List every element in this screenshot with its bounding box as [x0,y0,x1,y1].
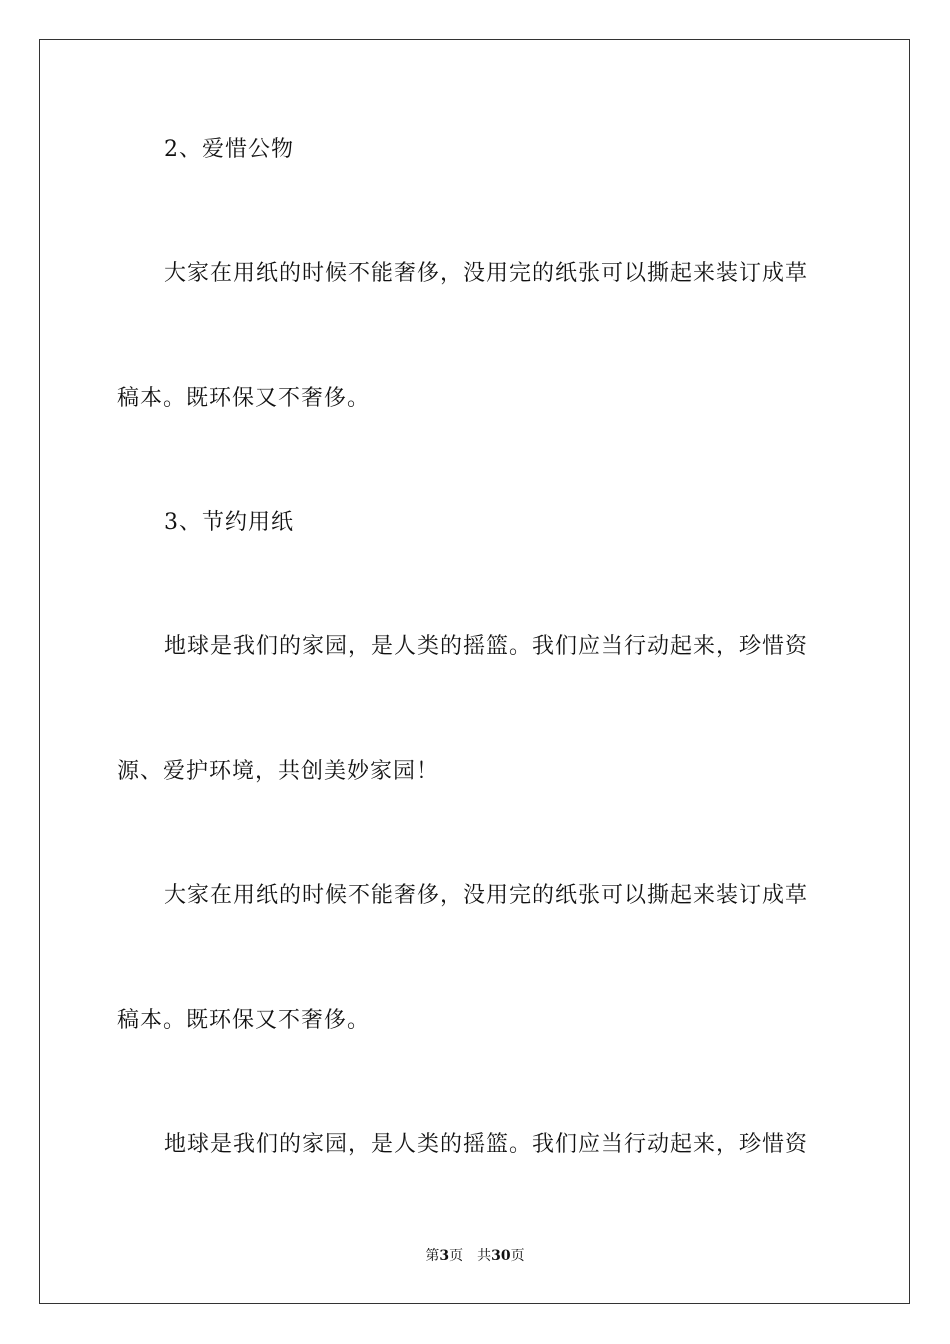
footer-page-prefix: 第 [425,1248,440,1264]
footer-total-suffix: 页 [510,1248,525,1264]
paragraph-line: 大家在用纸的时候不能奢侈，没用完的纸张可以撕起来装订成草 [164,883,809,908]
page-border [39,39,910,1304]
footer-total-pages: 30 [491,1248,511,1264]
footer-total-prefix: 共 [477,1248,492,1264]
paragraph-line: 稿本。既环保又不奢侈。 [117,386,371,411]
section-heading-2: 2、爱惜公物 [164,137,294,162]
paragraph-line: 大家在用纸的时候不能奢侈，没用完的纸张可以撕起来装订成草 [164,261,809,286]
footer-page-number: 3 [439,1248,450,1264]
paragraph-line: 稿本。既环保又不奢侈。 [117,1008,371,1033]
paragraph-line: 源、爱护环境，共创美妙家园！ [117,759,440,784]
footer-page-suffix: 页 [449,1248,464,1264]
section-heading-3: 3、节约用纸 [164,510,294,535]
paragraph-line: 地球是我们的家园，是人类的摇篮。我们应当行动起来，珍惜资 [164,634,809,659]
paragraph-line: 地球是我们的家园，是人类的摇篮。我们应当行动起来，珍惜资 [164,1132,809,1157]
page-footer [0,1246,950,1266]
